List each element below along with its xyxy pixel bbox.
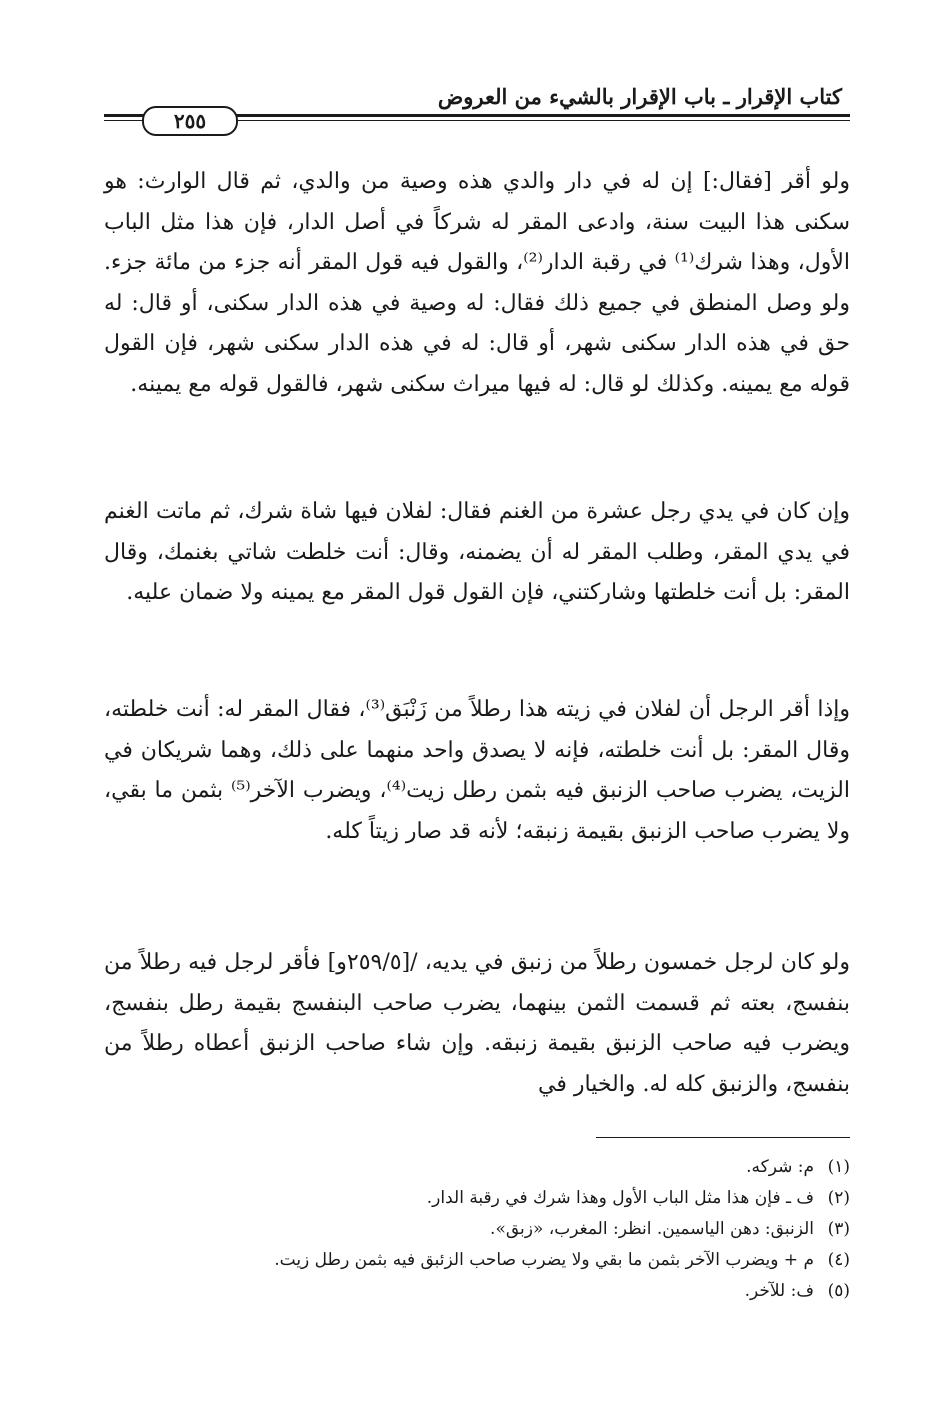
footnote-2	[104, 1183, 850, 1214]
footnote-4	[104, 1245, 850, 1276]
footnote-3	[104, 1214, 850, 1245]
paragraph-3: وإذا أقر الرجل أن لفلان في زيته هذا رطلاً من زَنْبَق⁽³⁾، فقال المقر له: أنت خلطته، وقال المقر: بل أنت خلطته، فإنه لا يصدق واحد منهما على ذلك، وهما شريكان في الزيت، يضرب صاحب الزنبق فيه بثمن رطل زيت⁽⁴⁾، ويضرب الآخر⁽⁵⁾ بثمن ما بقي، ولا يضرب صاحب الزنبق بقيمة زنبقه؛ لأنه قد صار زيتاً كله.	[104, 697, 850, 844]
footnote-1	[104, 1152, 850, 1183]
running-header: كتاب الإقرار ـ باب الإقرار بالشيء من العروض	[437, 84, 842, 109]
footnote-text: م + ويضرب الآخر بثمن ما بقي ولا يضرب صاحب الزئبق فيه بثمن رطل زيت.	[274, 1250, 814, 1270]
footnote-5	[104, 1276, 850, 1307]
paragraph-2: وإن كان في يدي رجل عشرة من الغنم فقال: لفلان فيها شاة شرك، ثم ماتت الغنم في يدي المقر، وطلب المقر له أن يضمنه، وقال: أنت خلطت شاتي بغنمك، وقال المقر: بل أنت خلطتها وشاركتني، فإن القول قول المقر مع يمينه ولا ضمان عليه.	[104, 499, 850, 605]
footnote-number: (٣)	[827, 1219, 850, 1239]
footnote-text: ف: للآخر.	[744, 1281, 814, 1301]
footnotes	[104, 1152, 850, 1307]
footnote-text: ف ـ فإن هذا مثل الباب الأول وهذا شرك في رقبة الدار.	[426, 1188, 814, 1208]
page-number-badge: ٢٥٥	[142, 106, 238, 136]
footnote-text: م: شركه.	[746, 1157, 814, 1177]
footnote-number: (٢)	[827, 1188, 850, 1208]
footnote-text: الزنبق: دهن الياسمين. انظر: المغرب، «زبق».	[490, 1219, 814, 1239]
paragraph-4: ولو كان لرجل خمسون رطلاً من زنبق في يديه، /[٢٥٩/٥و] فأقر لرجل فيه رطلاً من بنفسج، بعته ثم قسمت الثمن بينهما، يضرب صاحب البنفسج بقيمة رطل بنفسج، ويضرب فيه صاحب الزنبق بقيمة زنبقه. وإن شاء صاحب الزنبق أعطاه رطلاً من بنفسج، والزنبق كله له. والخيار في	[104, 950, 850, 1097]
paragraph-1: ولو أقر [فقال:] إن له في دار والدي هذه وصية من والدي، ثم قال الوارث: هو سكنى هذا البيت سنة، وادعى المقر له شركاً في أصل الدار، فإن هذا مثل الباب الأول، وهذا شرك⁽¹⁾ في رقبة الدار⁽²⁾، والقول فيه قول المقر أنه جزء من مائة جزء. ولو وصل المنطق في جميع ذلك فقال: له وصية في هذه الدار سكنى، أو قال: له حق في هذه الدار سكنى شهر، أو قال: له في هذه الدار سكنى شهر، فإن القول قوله مع يمينه. وكذلك لو قال: له فيها ميراث سكنى شهر، فالقول قوله مع يمينه.	[104, 169, 850, 397]
footnote-separator	[596, 1137, 850, 1138]
footnote-number: (٤)	[827, 1250, 850, 1270]
footnote-number: (١)	[827, 1157, 850, 1177]
footnote-number: (٥)	[827, 1281, 850, 1301]
